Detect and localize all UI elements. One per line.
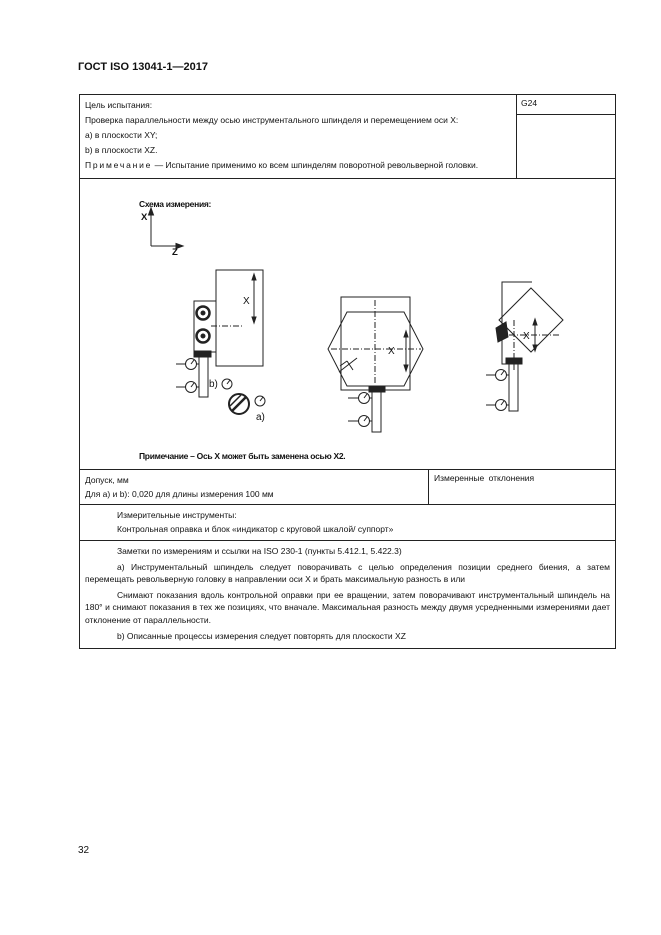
notes-paragraph-b: b) Описанные процессы измерения следует повторять для плоскости XZ (117, 630, 406, 641)
dial-indicator-left-1-icon (176, 359, 199, 370)
axis-indicator-icon (149, 208, 184, 249)
dial-indicator-left-2-icon (176, 382, 199, 393)
tolerance-row (80, 469, 615, 504)
plane-a-text: a) в плоскости XY; (85, 130, 158, 140)
objective-text: Проверка параллельности между осью инструментального шпинделя и перемещением оси X: (85, 115, 459, 125)
scheme-title: Схема измерения: (139, 199, 212, 209)
objective-label: Цель испытания: (85, 100, 153, 110)
turret-assembly-right-icon (496, 282, 563, 411)
dial-indicator-a-icon (255, 396, 265, 406)
instruments-label: Измерительные инструменты: (117, 510, 237, 520)
document-header: ГОСТ ISO 13041-1—2017 (78, 61, 208, 73)
test-note-label: Примечание (85, 160, 153, 170)
objective-row (80, 95, 615, 178)
test-code: G24 (517, 95, 615, 115)
page-number: 32 (78, 845, 90, 856)
turret-assembly-left-icon (194, 270, 263, 397)
dial-indicator-middle-2-icon (348, 416, 372, 427)
notes-paragraph-a: а) Инструментальный шпиндель следует поворачивать с целью определения позиции среднего биения, а затем перемещать револьверную головку в направлении оси X и брать максимальную разность в или (85, 561, 610, 585)
diagram-note (139, 451, 345, 461)
measurement-schematic (80, 179, 615, 469)
notes-title: Заметки по измерениям и ссылки на ISO 230-1 (пункты 5.412.1, 5.422.3) (117, 546, 402, 556)
dial-indicator-right-2-icon (486, 400, 509, 411)
code-column (517, 95, 615, 178)
turret-assembly-middle-icon (328, 297, 423, 432)
instruments-row (80, 504, 615, 540)
dial-indicator-middle-1-icon (348, 393, 372, 404)
label-a: a) (256, 412, 265, 423)
test-note (85, 159, 512, 172)
dial-indicator-b-icon (222, 379, 232, 389)
tolerance-cell (80, 470, 429, 504)
test-sheet (79, 94, 616, 649)
dial-indicator-right-1-icon (486, 370, 509, 381)
plane-b-text: b) в плоскости XZ. (85, 145, 158, 155)
instruments-text: Контрольная оправка и блок «индикатор с круговой шкалой/ суппорт» (117, 524, 394, 534)
diagram-note-text: – Ось X может быть заменена осью X2. (188, 451, 346, 461)
axis-x-label: X (141, 212, 148, 223)
measured-deviations-label: Измеренные отклонения (434, 473, 535, 483)
mandrel-section-icon (229, 394, 249, 414)
test-note-text: — Испытание применимо ко всем шпинделям поворотной револьверной головки. (152, 160, 479, 170)
notes-row (80, 540, 615, 648)
measurement-diagram (80, 178, 615, 469)
tolerance-value: Для a) и b): 0,020 для длины измерения 100 мм (85, 489, 274, 499)
motion-label-right: X (523, 331, 530, 342)
tolerance-label: Допуск, мм (85, 475, 129, 485)
motion-label-middle: X (388, 346, 395, 357)
motion-label-left: X (243, 296, 250, 307)
axis-z-label: Z (172, 247, 178, 258)
label-b: b) (209, 379, 218, 390)
objective-cell (80, 95, 517, 178)
diagram-note-label: Примечание (139, 451, 189, 461)
notes-paragraph-2: Снимают показания вдоль контрольной оправки при ее вращении, затем поворачивают инструментальный шпиндель на 180° и снимают показания в тех же позициях, что вначале. Максимальная разность между двумя усредненными измерениями дает отклонение от параллельности. (85, 589, 610, 625)
